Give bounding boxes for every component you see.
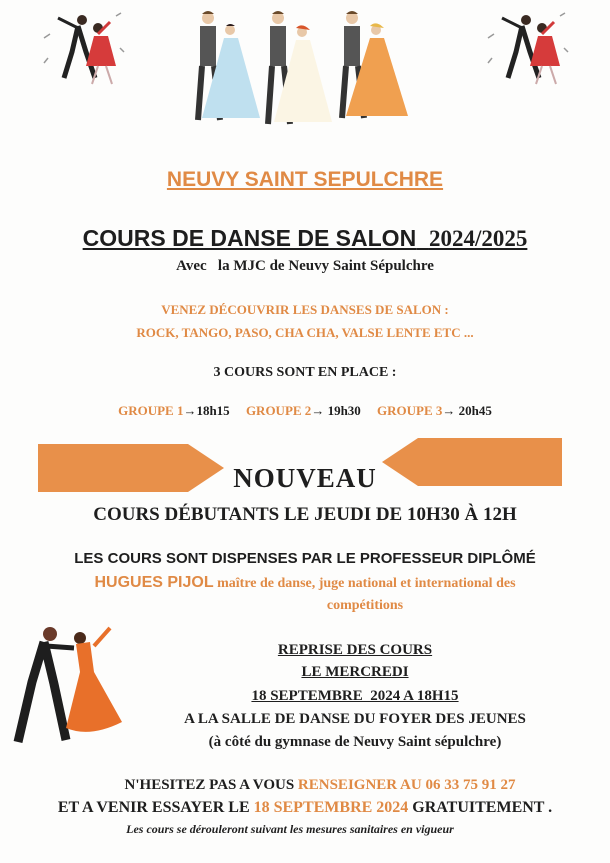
contact-line1: [0, 777, 610, 794]
courses-count: 3 COURS SONT EN PLACE :: [213, 365, 397, 380]
group-3-time: → 20h45: [442, 403, 492, 418]
group-3-name: GROUPE 3: [377, 403, 443, 418]
footer-note: Les cours se dérouleront suivant les mesures sanitaires en vigueur: [126, 822, 454, 836]
resume-date: 18 SEPTEMBRE 2024 A 18H15: [251, 688, 459, 704]
organizer-line: [0, 258, 610, 275]
nouveau-heading: NOUVEAU: [233, 463, 377, 493]
resume-place: A LA SALLE DE DANSE DU FOYER DES JEUNES: [184, 711, 526, 727]
discover-line1: VENEZ DÉCOUVRIR LES DANSES DE SALON :: [161, 302, 449, 317]
contact-date: 18 SEPTEMBRE 2024: [253, 799, 409, 816]
group-2-name: GROUPE 2: [245, 403, 312, 418]
three-couples-waltz-illustration: [190, 8, 420, 133]
couple-dance-icon-left: [40, 8, 125, 88]
contact-line2: [0, 799, 610, 817]
beginners-course: COURS DÉBUTANTS LE JEUDI DE 10H30 À 12H: [93, 504, 517, 525]
resume-line2: LE MERCREDI: [301, 664, 409, 680]
group-2-time: → 19h30: [311, 403, 361, 418]
contact-part3: ET A VENIR ESSAYER LE: [57, 799, 250, 816]
title-main: COURS DE DANSE DE SALON: [82, 225, 417, 251]
teacher-line: [0, 574, 610, 592]
teacher-name: HUGUES PIJOL: [94, 574, 214, 591]
resume-place-note: (à côté du gymnase de Neuvy Saint sépulchre): [208, 734, 502, 750]
discover-line2: ROCK, TANGO, PASO, CHA CHA, VALSE LENTE ETC ...: [136, 325, 474, 340]
resume-line1: REPRISE DES COURS: [277, 642, 433, 658]
teacher-intro: LES COURS SONT DISPENSES PAR LE PROFESSEUR DIPLÔMÉ: [74, 550, 536, 567]
title-year: 2024/2025: [428, 226, 528, 251]
groups-line: [0, 403, 610, 419]
contact-part1: N'HESITEZ PAS A VOUS: [124, 777, 295, 793]
contact-phone: RENSEIGNER AU 06 33 75 91 27: [297, 777, 516, 793]
teacher-desc2: compétitions: [326, 598, 404, 613]
contact-part5: GRATUITEMENT .: [412, 799, 553, 816]
ballroom-couple-illustration: [10, 622, 130, 752]
page-title: [0, 225, 610, 252]
group-1-name: GROUPE 1: [118, 403, 184, 418]
with-prefix: Avec: [176, 258, 207, 274]
town-title: NEUVY SAINT SEPULCHRE: [166, 168, 444, 191]
couple-dance-icon-right: [484, 8, 569, 88]
group-1-time: →18h15: [183, 403, 230, 418]
organizer-name: la MJC de Neuvy Saint Sépulchre: [217, 258, 434, 274]
teacher-desc1: maître de danse, juge national et international des: [217, 576, 516, 591]
